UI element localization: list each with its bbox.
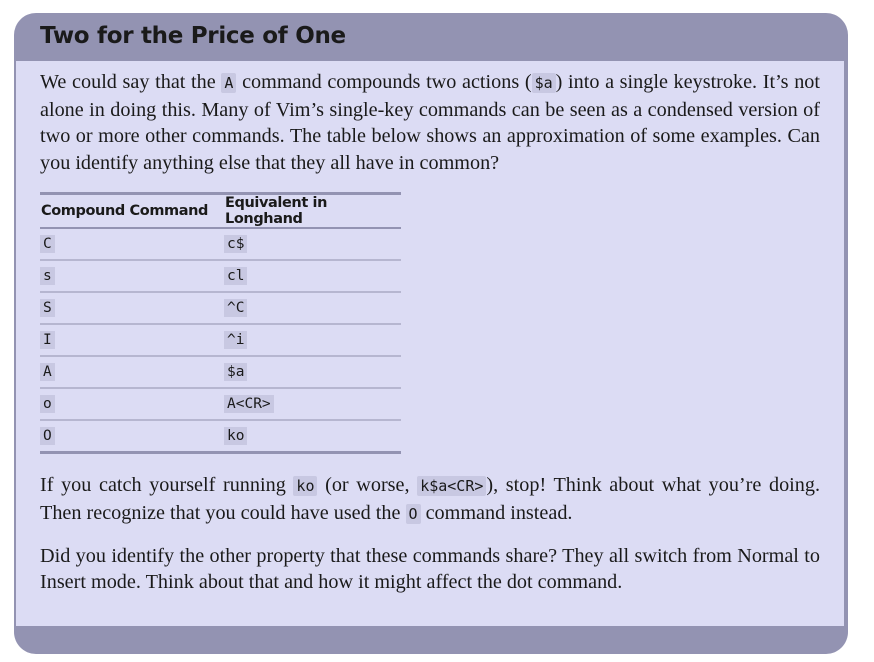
longhand-code: ko xyxy=(224,427,247,445)
header-compound-command: Compound Command xyxy=(40,194,224,229)
compound-command-code: A xyxy=(40,363,55,381)
longhand-code: A<CR> xyxy=(224,395,274,413)
warning-text-4: command instead. xyxy=(420,501,573,524)
longhand-code: cl xyxy=(224,267,247,285)
intro-text-1: We could say that the xyxy=(40,71,222,93)
compound-command-cell xyxy=(40,356,224,388)
table-row xyxy=(40,324,401,356)
table-row xyxy=(40,356,401,388)
longhand-code: c$ xyxy=(224,235,247,253)
intro-paragraph xyxy=(40,69,820,176)
warning-text-2: (or worse, xyxy=(317,474,418,497)
table-row xyxy=(40,420,401,453)
inline-code-dollar-a: $a xyxy=(532,73,556,93)
compound-command-code: S xyxy=(40,299,55,317)
longhand-code: ^i xyxy=(224,331,247,349)
table-row xyxy=(40,292,401,324)
table-row xyxy=(40,260,401,292)
sidebar-box xyxy=(14,13,848,654)
compound-command-code: s xyxy=(40,267,55,285)
compound-command-code: O xyxy=(40,427,55,445)
longhand-cell xyxy=(224,292,401,324)
longhand-code: ^C xyxy=(224,299,247,317)
compound-command-code: o xyxy=(40,395,55,413)
compound-command-cell xyxy=(40,324,224,356)
table-body xyxy=(40,228,401,453)
header-longhand: Equivalent in Longhand xyxy=(224,194,401,229)
inline-code-k-dollar-a-cr: k$a<CR> xyxy=(417,476,486,496)
table-row xyxy=(40,228,401,260)
compound-command-cell xyxy=(40,260,224,292)
longhand-cell xyxy=(224,356,401,388)
inline-code-A: A xyxy=(221,73,236,93)
conclusion-paragraph: Did you identify the other property that these commands share? They all switch from Normal to Insert mode. Think about that and how it might affect the dot command. xyxy=(40,544,820,594)
inline-code-ko: ko xyxy=(293,476,317,496)
intro-text-3: ) into a single keystroke. It’s not alone in doing this. Many of Vim’s single-key commands can be seen as a condensed version of two or more other commands. The table below shows an approximation of some examples. Can you identify anything else that they all have in common? xyxy=(40,71,820,174)
longhand-cell xyxy=(224,228,401,260)
sidebar-body xyxy=(16,61,844,626)
inline-code-O: O xyxy=(406,504,421,524)
longhand-cell xyxy=(224,324,401,356)
compound-command-code: I xyxy=(40,331,55,349)
compound-command-cell xyxy=(40,292,224,324)
compound-command-table xyxy=(40,192,401,454)
warning-text-3: ), stop! Think about what you’re doing. Then recognize that you could have used the xyxy=(40,474,820,524)
table-header-row xyxy=(40,194,401,229)
warning-paragraph xyxy=(40,472,820,527)
longhand-cell xyxy=(224,388,401,420)
compound-command-cell xyxy=(40,420,224,453)
compound-command-cell xyxy=(40,388,224,420)
intro-text-2: command compounds two actions ( xyxy=(236,71,532,93)
table-row xyxy=(40,388,401,420)
warning-text-1: If you catch yourself running xyxy=(40,474,294,497)
longhand-cell xyxy=(224,420,401,453)
sidebar-title: Two for the Price of One xyxy=(40,23,346,49)
longhand-code: $a xyxy=(224,363,247,381)
longhand-cell xyxy=(224,260,401,292)
compound-command-cell xyxy=(40,228,224,260)
compound-command-code: C xyxy=(40,235,55,253)
